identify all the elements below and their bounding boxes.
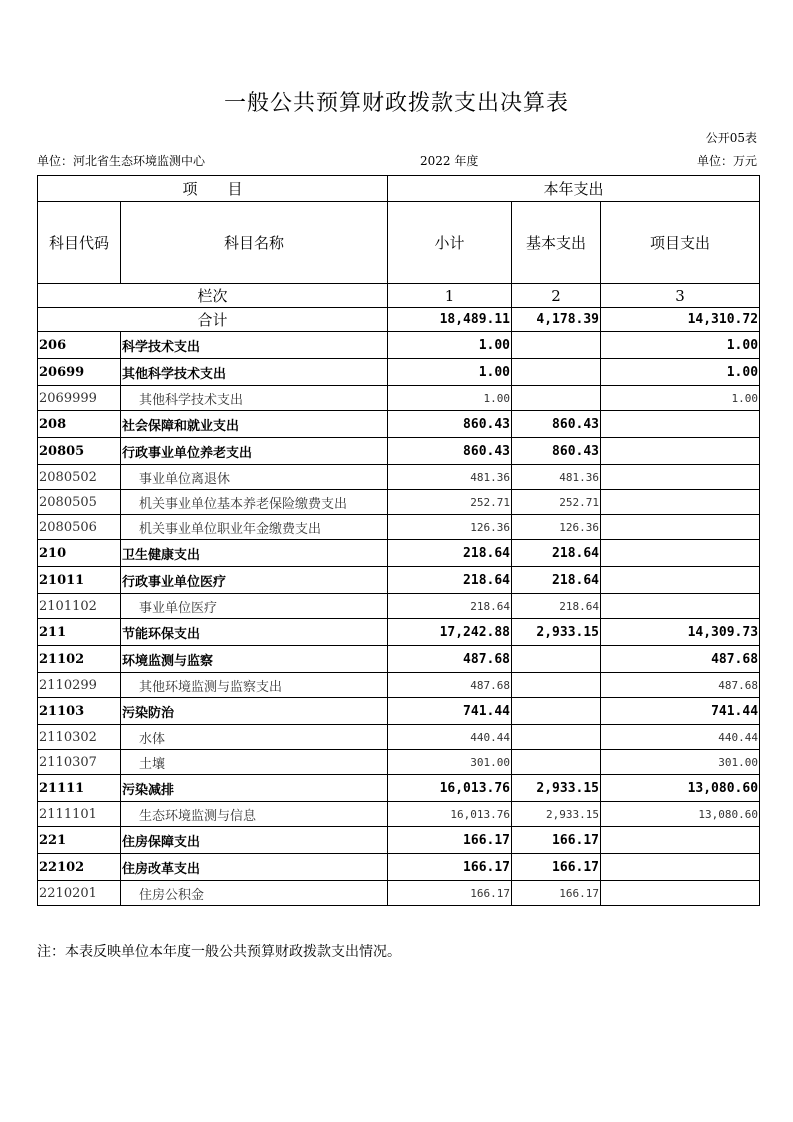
row-basic — [512, 698, 601, 725]
row-project — [601, 881, 760, 906]
header-basic: 基本支出 — [512, 202, 601, 284]
footnote: 注：本表反映单位本年度一般公共预算财政拨款支出情况。 — [37, 944, 401, 960]
row-name: 节能环保支出 — [121, 619, 388, 646]
table-row — [38, 465, 760, 490]
row-basic: 166.17 — [512, 854, 601, 881]
row-subtotal: 218.64 — [388, 567, 512, 594]
table-row — [38, 594, 760, 619]
table-row — [38, 540, 760, 567]
row-basic: 126.36 — [512, 515, 601, 540]
row-code: 208 — [38, 411, 121, 438]
row-name: 社会保障和就业支出 — [121, 411, 388, 438]
row-project: 13,080.60 — [601, 802, 760, 827]
row-code: 221 — [38, 827, 121, 854]
row-project: 13,080.60 — [601, 775, 760, 802]
row-project: 1.00 — [601, 386, 760, 411]
row-name: 生态环境监测与信息 — [121, 802, 388, 827]
reporting-unit: 单位：河北省生态环境监测中心 — [37, 154, 206, 168]
row-subtotal: 487.68 — [388, 646, 512, 673]
row-code: 2210201 — [38, 881, 121, 906]
total-basic: 4,178.39 — [512, 308, 601, 332]
row-code: 2080506 — [38, 515, 121, 540]
row-name: 机关事业单位基本养老保险缴费支出 — [121, 490, 388, 515]
table-row — [38, 567, 760, 594]
row-project: 14,309.73 — [601, 619, 760, 646]
row-subtotal: 860.43 — [388, 411, 512, 438]
table-row — [38, 411, 760, 438]
row-basic — [512, 750, 601, 775]
row-subtotal: 166.17 — [388, 881, 512, 906]
row-name: 污染防治 — [121, 698, 388, 725]
row-project: 487.68 — [601, 646, 760, 673]
row-project — [601, 540, 760, 567]
row-project — [601, 827, 760, 854]
row-code: 2111101 — [38, 802, 121, 827]
table-row — [38, 515, 760, 540]
row-basic: 218.64 — [512, 567, 601, 594]
row-basic: 252.71 — [512, 490, 601, 515]
row-name: 事业单位医疗 — [121, 594, 388, 619]
total-project: 14,310.72 — [601, 308, 760, 332]
row-code: 2080505 — [38, 490, 121, 515]
row-name: 住房公积金 — [121, 881, 388, 906]
row-name: 水体 — [121, 725, 388, 750]
table-row — [38, 619, 760, 646]
row-code: 21102 — [38, 646, 121, 673]
row-basic: 2,933.15 — [512, 802, 601, 827]
row-subtotal: 126.36 — [388, 515, 512, 540]
row-subtotal: 440.44 — [388, 725, 512, 750]
row-subtotal: 860.43 — [388, 438, 512, 465]
row-code: 21111 — [38, 775, 121, 802]
row-name: 其他科学技术支出 — [121, 359, 388, 386]
row-name: 土壤 — [121, 750, 388, 775]
row-subtotal: 17,242.88 — [388, 619, 512, 646]
row-basic: 218.64 — [512, 594, 601, 619]
row-basic: 218.64 — [512, 540, 601, 567]
row-code: 22102 — [38, 854, 121, 881]
row-name: 行政事业单位养老支出 — [121, 438, 388, 465]
header-current-year: 本年支出 — [388, 176, 760, 202]
row-basic: 2,933.15 — [512, 619, 601, 646]
row-code: 2110299 — [38, 673, 121, 698]
row-name: 行政事业单位医疗 — [121, 567, 388, 594]
row-basic — [512, 673, 601, 698]
row-basic — [512, 332, 601, 359]
row-name: 机关事业单位职业年金缴费支出 — [121, 515, 388, 540]
row-subtotal: 166.17 — [388, 854, 512, 881]
header-item: 项 目 — [38, 176, 388, 202]
row-project — [601, 594, 760, 619]
header-name: 科目名称 — [121, 202, 388, 284]
row-project — [601, 490, 760, 515]
row-project: 1.00 — [601, 332, 760, 359]
table-row — [38, 775, 760, 802]
fiscal-year: 2022 年度 — [420, 154, 479, 168]
row-basic: 860.43 — [512, 411, 601, 438]
row-project — [601, 515, 760, 540]
row-basic: 860.43 — [512, 438, 601, 465]
row-name: 事业单位离退休 — [121, 465, 388, 490]
row-name: 科学技术支出 — [121, 332, 388, 359]
row-code: 2069999 — [38, 386, 121, 411]
row-code: 20805 — [38, 438, 121, 465]
row-subtotal: 1.00 — [388, 359, 512, 386]
row-basic — [512, 725, 601, 750]
currency-unit: 单位：万元 — [696, 154, 757, 168]
row-project — [601, 854, 760, 881]
row-code: 2101102 — [38, 594, 121, 619]
table-row — [38, 881, 760, 906]
row-subtotal: 252.71 — [388, 490, 512, 515]
header-code: 科目代码 — [38, 202, 121, 284]
row-code: 20699 — [38, 359, 121, 386]
table-row — [38, 827, 760, 854]
row-project: 301.00 — [601, 750, 760, 775]
row-subtotal: 16,013.76 — [388, 775, 512, 802]
row-subtotal: 301.00 — [388, 750, 512, 775]
expenditure-table — [37, 175, 760, 906]
total-label: 合计 — [38, 308, 388, 332]
row-project: 1.00 — [601, 359, 760, 386]
row-code: 211 — [38, 619, 121, 646]
row-basic: 481.36 — [512, 465, 601, 490]
table-row — [38, 646, 760, 673]
page-title: 一般公共预算财政拨款支出决算表 — [223, 91, 569, 116]
row-code: 21103 — [38, 698, 121, 725]
header-subtotal: 小计 — [388, 202, 512, 284]
row-code: 2080502 — [38, 465, 121, 490]
table-row — [38, 673, 760, 698]
column-number-1: 1 — [388, 284, 512, 308]
header-row-top — [38, 176, 760, 202]
row-subtotal: 16,013.76 — [388, 802, 512, 827]
column-number-3: 3 — [601, 284, 760, 308]
row-basic — [512, 386, 601, 411]
row-project: 440.44 — [601, 725, 760, 750]
table-row — [38, 854, 760, 881]
table-row — [38, 698, 760, 725]
header-project: 项目支出 — [601, 202, 760, 284]
row-subtotal: 1.00 — [388, 332, 512, 359]
row-name: 污染减排 — [121, 775, 388, 802]
row-project: 741.44 — [601, 698, 760, 725]
table-row — [38, 332, 760, 359]
table-row — [38, 802, 760, 827]
table-row — [38, 359, 760, 386]
column-number-label: 栏次 — [38, 284, 388, 308]
row-name: 住房保障支出 — [121, 827, 388, 854]
row-subtotal: 741.44 — [388, 698, 512, 725]
table-number: 公开05表 — [705, 131, 757, 145]
row-subtotal: 166.17 — [388, 827, 512, 854]
column-number-2: 2 — [512, 284, 601, 308]
table-row — [38, 725, 760, 750]
row-subtotal: 1.00 — [388, 386, 512, 411]
row-code: 2110302 — [38, 725, 121, 750]
table-row — [38, 750, 760, 775]
row-name: 卫生健康支出 — [121, 540, 388, 567]
row-code: 210 — [38, 540, 121, 567]
row-project — [601, 411, 760, 438]
row-basic — [512, 646, 601, 673]
table-row — [38, 438, 760, 465]
header-row-columns — [38, 202, 760, 284]
row-project — [601, 567, 760, 594]
row-subtotal: 481.36 — [388, 465, 512, 490]
row-code: 21011 — [38, 567, 121, 594]
row-name: 住房改革支出 — [121, 854, 388, 881]
total-subtotal: 18,489.11 — [388, 308, 512, 332]
table-row — [38, 386, 760, 411]
row-project — [601, 465, 760, 490]
row-subtotal: 487.68 — [388, 673, 512, 698]
row-subtotal: 218.64 — [388, 540, 512, 567]
row-basic: 166.17 — [512, 881, 601, 906]
row-subtotal: 218.64 — [388, 594, 512, 619]
row-code: 2110307 — [38, 750, 121, 775]
row-basic: 166.17 — [512, 827, 601, 854]
column-number-row — [38, 284, 760, 308]
row-project: 487.68 — [601, 673, 760, 698]
table-row — [38, 490, 760, 515]
row-basic: 2,933.15 — [512, 775, 601, 802]
row-project — [601, 438, 760, 465]
row-basic — [512, 359, 601, 386]
row-name: 其他环境监测与监察支出 — [121, 673, 388, 698]
row-name: 其他科学技术支出 — [121, 386, 388, 411]
row-code: 206 — [38, 332, 121, 359]
row-name: 环境监测与监察 — [121, 646, 388, 673]
total-row — [38, 308, 760, 332]
